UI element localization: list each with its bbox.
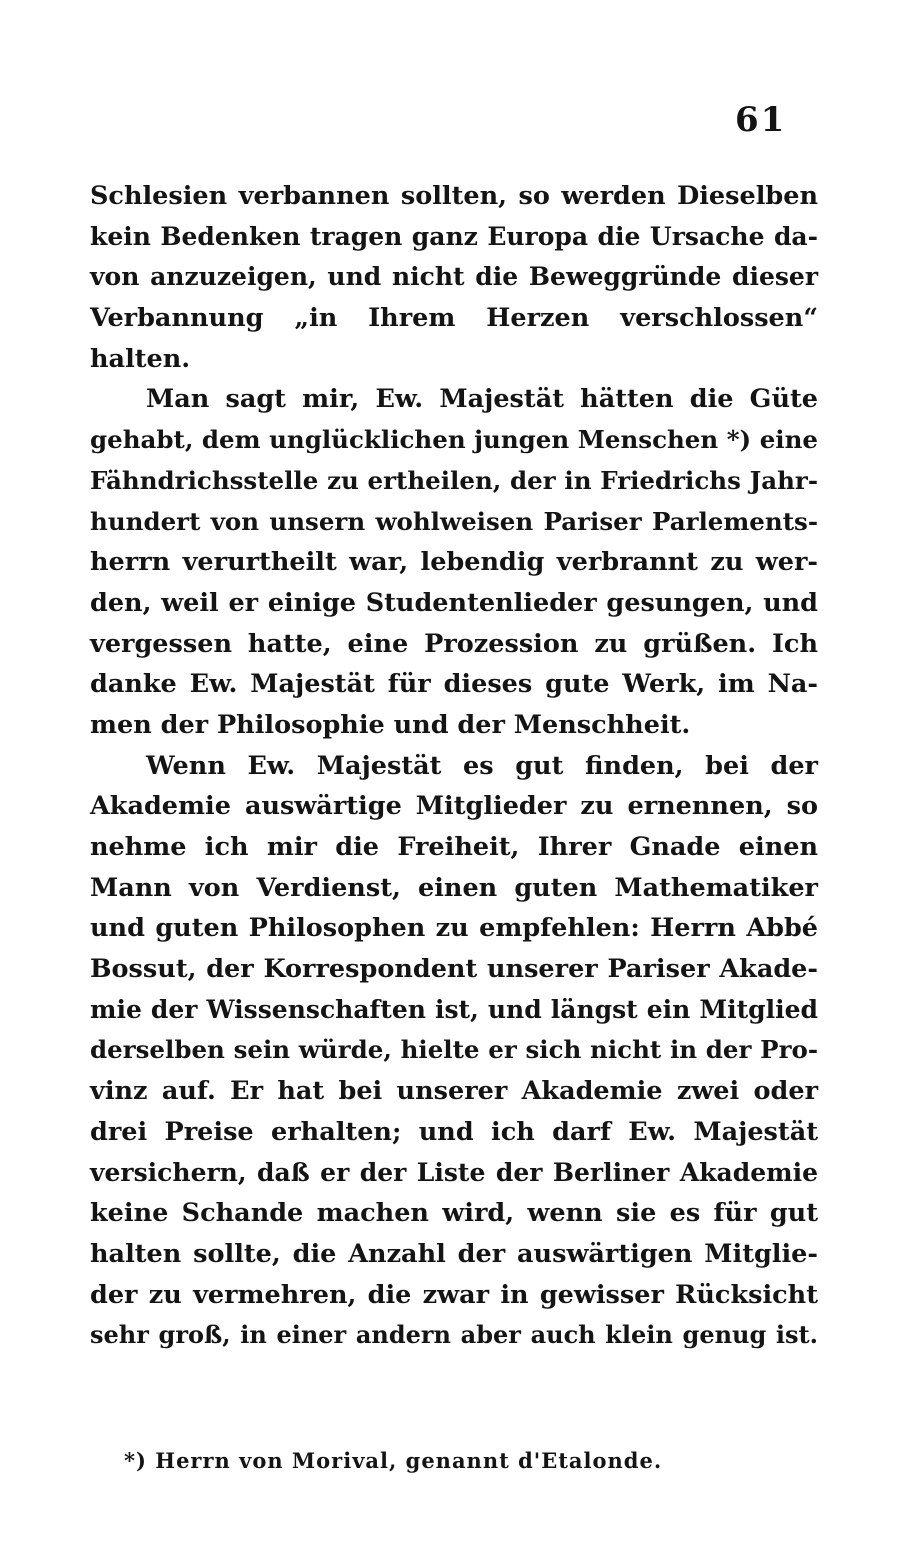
text-line: nehme ich mir die Freiheit, Ihrer Gnade einen (90, 832, 818, 862)
text-line: mie der Wissenschaften ist, und längst ein Mitglied (90, 994, 818, 1024)
text-line: Schlesien verbannen sollten, so werden Dieselben (90, 181, 818, 211)
text-line: von anzuzeigen, und nicht die Beweggründe dieser (90, 262, 818, 292)
text-line: Verbannung „in Ihrem Herzen verschlossen“ (90, 303, 818, 334)
text-line: halten. (90, 343, 191, 374)
text-line: Fähndrichsstelle zu ertheilen, der in Friedrichs Jahr- (90, 465, 818, 495)
text-line: versichern, daß er der Liste der Berliner Akademie (90, 1157, 818, 1187)
text-line: kein Bedenken tragen ganz Europa die Ursache da- (90, 221, 818, 251)
text-line: Man sagt mir, Ew. Majestät hätten die Güte (146, 384, 818, 415)
text-line: Mann von Verdienst, einen guten Mathematiker (90, 872, 818, 903)
text-line: vergessen hatte, eine Prozession zu grüßen. Ich (90, 628, 818, 659)
text-line: sehr groß, in einer andern aber auch klein genug ist. (90, 1320, 818, 1350)
text-line: und guten Philosophen zu empfehlen: Herrn Abbé (90, 913, 818, 944)
text-line: men der Philosophie und der Menschheit. (90, 709, 691, 740)
text-line: halten sollte, die Anzahl der auswärtigen Mitglie- (90, 1238, 818, 1269)
text-line: hundert von unsern wohlweisen Pariser Parlements- (90, 506, 818, 536)
text-line: herrn verurtheilt war, lebendig verbrannt zu wer- (90, 547, 818, 578)
page-number: 61 (735, 100, 787, 140)
text-line: derselben sein würde, hielte er sich nicht in der Pro- (90, 1035, 818, 1065)
text-line: danke Ew. Majestät für dieses gute Werk, im Na- (90, 669, 818, 700)
text-line: gehabt, dem unglücklichen jungen Menschen *) eine (90, 425, 818, 455)
text-line: vinz auf. Er hat bei unserer Akademie zwei oder (90, 1076, 818, 1107)
text-line: Wenn Ew. Majestät es gut finden, bei der (146, 750, 818, 781)
text-line: keine Schande machen wird, wenn sie es für gut (90, 1198, 818, 1229)
text-line: drei Preise erhalten; und ich darf Ew. Majestät (90, 1116, 818, 1147)
text-line: Bossut, der Korrespondent unserer Pariser Akade- (90, 954, 818, 985)
text-line: den, weil er einige Studentenlieder gesungen, und (90, 587, 818, 618)
body-text (90, 176, 818, 1356)
footnote: *) Herrn von Morival, genannt d'Etalonde. (124, 1448, 663, 1473)
text-line: Akademie auswärtige Mitglieder zu ernennen, so (90, 791, 818, 822)
text-line: der zu vermehren, die zwar in gewisser Rücksicht (90, 1279, 818, 1310)
